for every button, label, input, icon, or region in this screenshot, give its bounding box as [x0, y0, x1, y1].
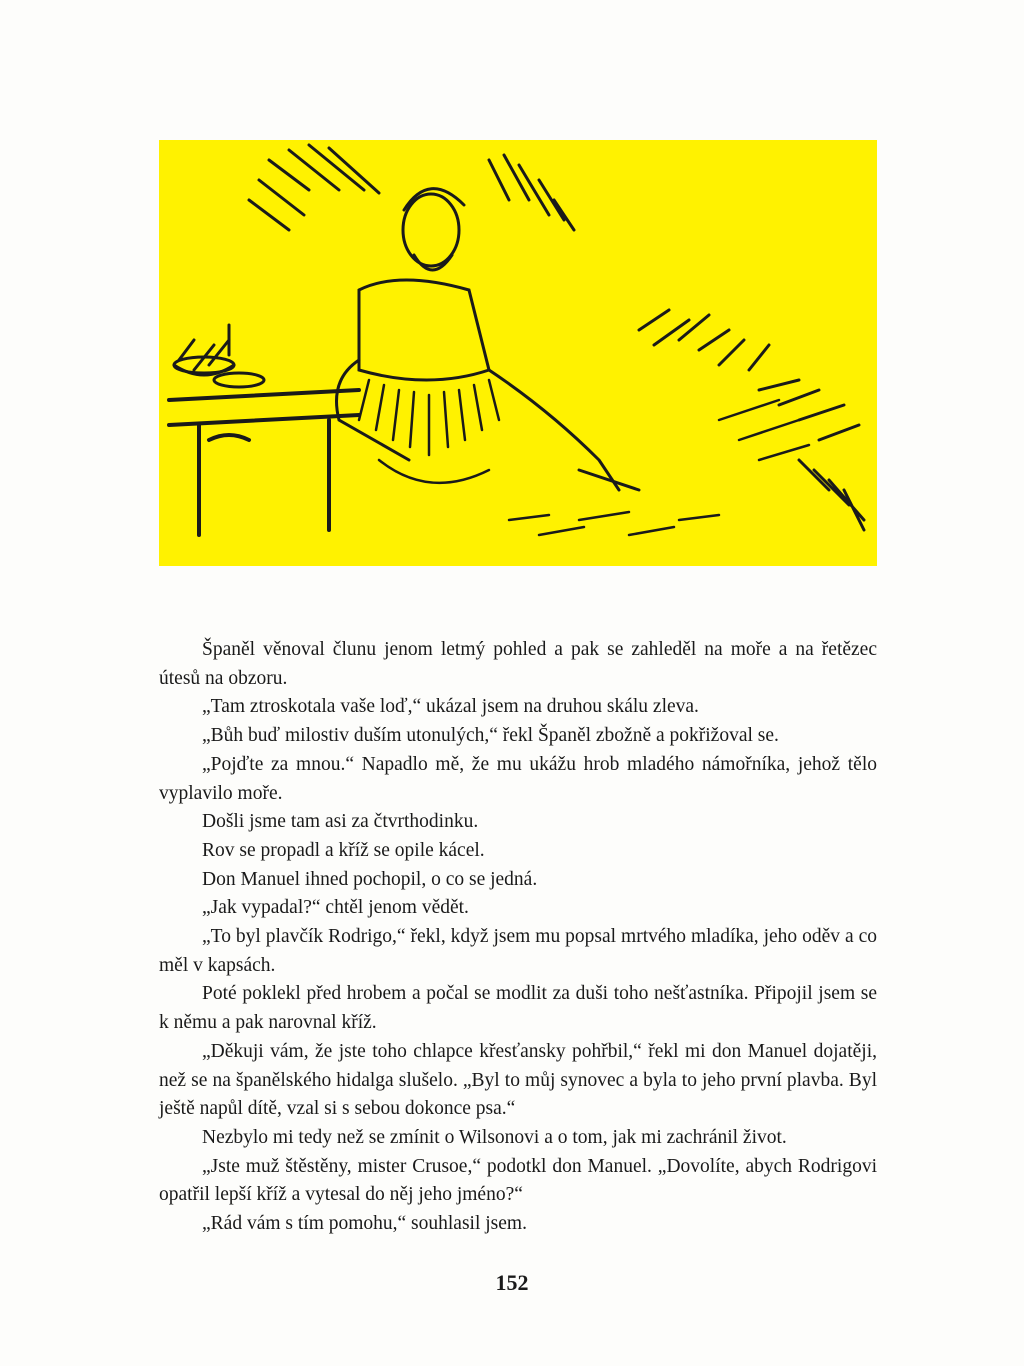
paragraph: Don Manuel ihned pochopil, o co se jedná.: [202, 868, 538, 890]
paragraph: „Pojďte za mnou.“ Napadlo mě, že mu ukážu hrob mladého námořníka, jehož tělo vyplavilo moře.: [159, 753, 877, 804]
bowl-and-candle: [174, 325, 264, 387]
paragraph: „To byl plavčík Rodrigo,“ řekl, když jsem mu popsal mrtvého mladíka, jeho oděv a co měl v kapsách.: [159, 926, 877, 976]
table: [169, 390, 359, 535]
paragraph: „Tam ztroskotala vaše loď,“ ukázal jsem na druhou skálu zleva.: [202, 696, 699, 718]
paragraph: Poté poklekl před hrobem a počal se modlit za duši toho nešťastníka. Připojil jsem se k němu a pak narovnal kříž.: [159, 983, 877, 1034]
paragraph: Nezbylo mi tedy než se zmínit o Wilsonovi a o tom, jak mi zachránil život.: [202, 1126, 787, 1148]
background-hatching: [179, 145, 864, 530]
paragraph: „Děkuji vám, že jste toho chlapce křesťansky pohřbil,“ řekl mi don Manuel dojatěji, než se na španělského hidalga slušelo. „Byl to můj synovec a byla to jeho první plavba. Byl ještě napůl dítě, vzal si s sebou dokonce psa.“: [159, 1040, 877, 1120]
illustration: [159, 140, 877, 566]
paragraph: „Jak vypadal?“ chtěl jenom vědět.: [202, 897, 469, 919]
ink-drawing: [159, 140, 877, 566]
fur-hatching: [359, 380, 499, 483]
paragraph: „Jste muž štěstěny, mister Crusoe,“ podotkl don Manuel. „Dovolíte, abych Rodrigovi opatřil lepší kříž a vytesal do něj jeho jméno?“: [159, 1155, 877, 1206]
body-text: [159, 636, 877, 1239]
paragraph: Rov se propadl a kříž se opile kácel.: [202, 839, 485, 861]
page-number: 152: [495, 1270, 529, 1295]
man-figure: [337, 189, 640, 490]
paragraph: Došli jsme tam asi za čtvrthodinku.: [202, 811, 479, 833]
paragraph: „Bůh buď milostiv duším utonulých,“ řekl Španěl zbožně a pokřižoval se.: [202, 725, 779, 747]
paragraph: Španěl věnoval člunu jenom letmý pohled a pak se zahleděl na moře a na řetězec útesů na obzoru.: [159, 639, 877, 689]
paragraph: „Rád vám s tím pomohu,“ souhlasil jsem.: [202, 1213, 527, 1235]
